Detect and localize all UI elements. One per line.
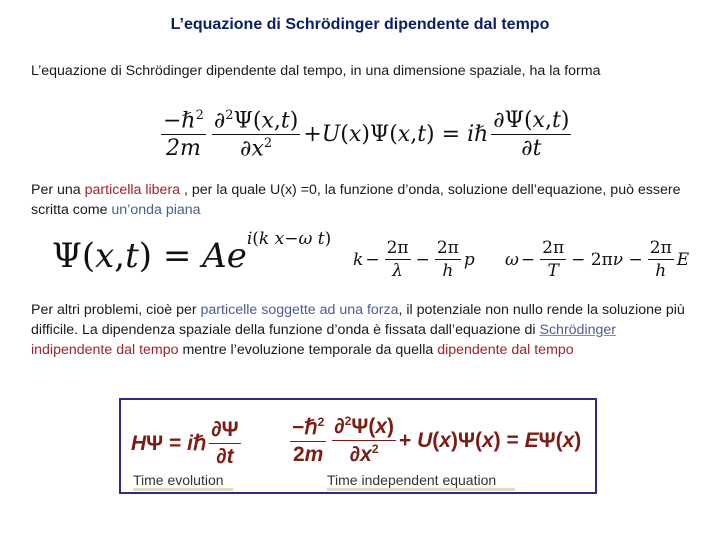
link-schrodinger[interactable]: Schrödinger [539, 322, 617, 338]
plane-wave-equation: Ψ(x,t) = Ae i(k x−ω t) [52, 229, 332, 276]
link-dipendente-tempo[interactable]: dipendente dal tempo [437, 342, 574, 358]
link-particelle-forza[interactable]: particelle soggette ad una forza [200, 302, 399, 318]
intro-paragraph: L’equazione di Schrödinger dipendente dal tempo, in una dimensione spaziale, ha la forma [31, 63, 601, 79]
time-independent-equation: $\frac{-\hbar^2}{2m}$ $\frac{\partial^2\Psi(x)}{\partial x^2}$ + U(x)Ψ(x) = EΨ(x) [292, 414, 582, 466]
equations-box [119, 398, 597, 494]
caption-highlight-left [133, 488, 233, 491]
caption-highlight-right [327, 488, 515, 491]
free-particle-paragraph: Per una particella libera , per la quale U(x) =0, la funzione d’onda, soluzione dell’equazione, può essere scritta come un’onda piana [31, 182, 681, 218]
link-particella-libera[interactable]: particella libera [84, 182, 181, 198]
link-indipendente-tempo[interactable]: indipendente dal tempo [31, 342, 179, 358]
general-problems-paragraph: Per altri problemi, cioè per particelle soggette ad una forza, il potenziale non nullo rende la soluzione più difficile. La dipendenza spaziale della funzione d’onda è fissata dall’equazione di Schrödinger indipendente dal tempo mentre l’evoluzione temporale da quella dipendente dal tempo [31, 302, 685, 358]
wave-number-relation: k − $\frac{2\pi}{\lambda}$ − $\frac{2\pi}{h}$ p [353, 238, 475, 281]
angular-frequency-relation: ω − $\frac{2\pi}{T}$ − 2πν − $\frac{2\pi}{h}$ E [505, 238, 690, 281]
page-title: L’equazione di Schrödinger dipendente dal tempo [170, 16, 550, 33]
schrodinger-time-dependent-equation: $\frac{-\hbar^2}{2m}$ $\frac{\partial^2\Psi(x,t)}{\partial x^2}$ +U(x)Ψ(x,t) = iℏ $\frac{\partial\Psi(x,t)}{\partial t}$ [163, 108, 570, 162]
link-onda-piana[interactable]: un’onda piana [111, 202, 201, 218]
caption-time-independent: Time independent equation [327, 472, 497, 488]
time-evolution-equation: HΨ = iℏ $\frac{\partial\Psi}{\partial t}$ [131, 418, 239, 468]
caption-time-evolution: Time evolution [133, 472, 224, 488]
